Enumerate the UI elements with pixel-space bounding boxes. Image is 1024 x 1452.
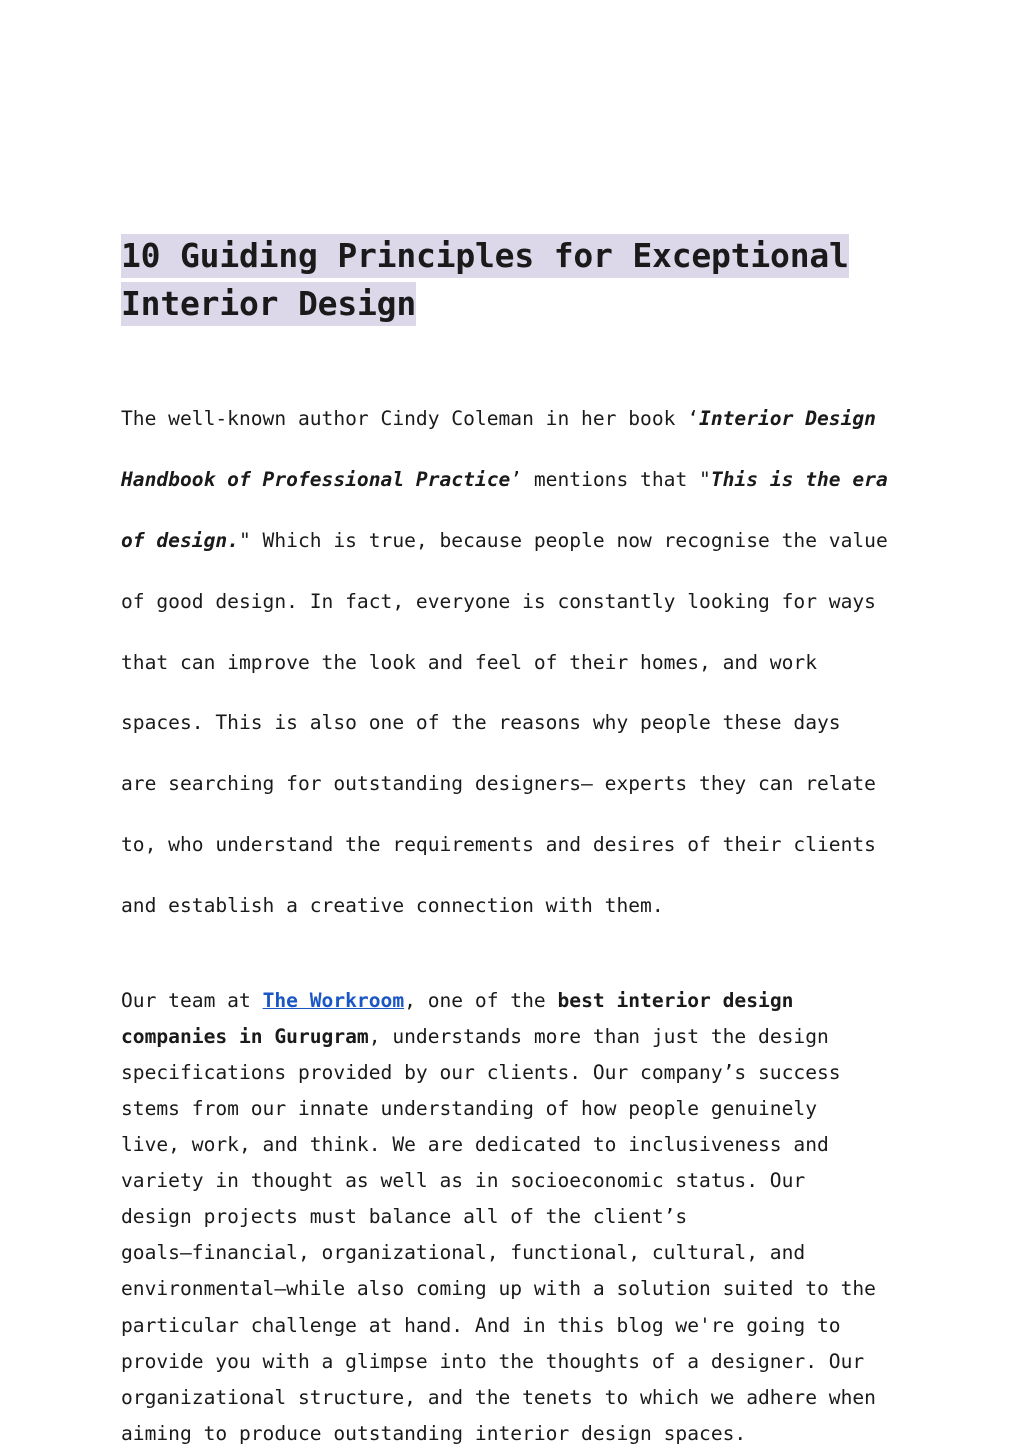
team-text: , one of the bbox=[404, 988, 558, 1012]
intro-line bbox=[121, 526, 921, 556]
intro-line: of good design. In fact, everyone is constantly looking for ways bbox=[121, 589, 876, 613]
team-line: variety in thought as well as in socioeconomic status. Our bbox=[121, 1169, 806, 1193]
team-line bbox=[121, 983, 921, 1019]
team-paragraph bbox=[121, 983, 921, 1452]
intro-paragraph bbox=[121, 374, 921, 952]
intro-line: spaces. This is also one of the reasons why people these days bbox=[121, 711, 841, 735]
document-page bbox=[121, 232, 921, 1452]
intro-text: " Which is true, because people now recognise the value bbox=[238, 529, 888, 553]
title-line-2: Interior Design bbox=[121, 282, 416, 326]
intro-line bbox=[121, 404, 921, 434]
team-line: aiming to produce outstanding interior design spaces. bbox=[121, 1421, 747, 1445]
team-line: design projects must balance all of the client’s bbox=[121, 1205, 688, 1229]
team-line: environmental—while also coming up with a solution suited to the bbox=[121, 1277, 876, 1301]
team-line: live, work, and think. We are dedicated to inclusiveness and bbox=[121, 1133, 829, 1157]
team-line: provide you with a glimpse into the thoughts of a designer. Our bbox=[121, 1349, 865, 1373]
bold-phrase-part-1: best interior design bbox=[557, 988, 794, 1012]
intro-line: to, who understand the requirements and desires of their clients bbox=[121, 833, 876, 857]
team-line: goals—financial, organizational, functional, cultural, and bbox=[121, 1241, 806, 1265]
intro-line: that can improve the look and feel of their homes, and work bbox=[121, 650, 817, 674]
quote-part-1: This is the era bbox=[710, 468, 888, 492]
intro-line bbox=[121, 465, 921, 495]
title-line-1: 10 Guiding Principles for Exceptional bbox=[121, 234, 849, 278]
team-line: stems from our innate understanding of how people genuinely bbox=[121, 1097, 817, 1120]
team-line bbox=[121, 1019, 921, 1055]
bold-phrase-part-2: companies in Gurugram bbox=[121, 1024, 369, 1048]
team-line: organizational structure, and the tenets to which we adhere when bbox=[121, 1385, 876, 1409]
intro-text: ’ mentions that " bbox=[510, 468, 711, 492]
intro-text: The well-known author Cindy Coleman in her book ‘ bbox=[121, 407, 700, 431]
intro-line: and establish a creative connection with them. bbox=[121, 893, 664, 917]
team-text: , understands more than just the design bbox=[368, 1024, 829, 1048]
intro-line: are searching for outstanding designers— experts they can relate bbox=[121, 772, 876, 796]
team-line: specifications provided by our clients. Our company’s success bbox=[121, 1060, 841, 1084]
team-line: particular challenge at hand. And in this blog we're going to bbox=[121, 1313, 841, 1337]
book-title-part-2: Handbook of Professional Practice bbox=[121, 468, 511, 492]
quote-part-2: of design. bbox=[121, 529, 239, 553]
page-title bbox=[121, 232, 921, 328]
the-workroom-link[interactable]: The Workroom bbox=[262, 988, 405, 1012]
team-text: Our team at bbox=[121, 988, 263, 1012]
book-title-part-1: Interior Design bbox=[699, 407, 876, 431]
